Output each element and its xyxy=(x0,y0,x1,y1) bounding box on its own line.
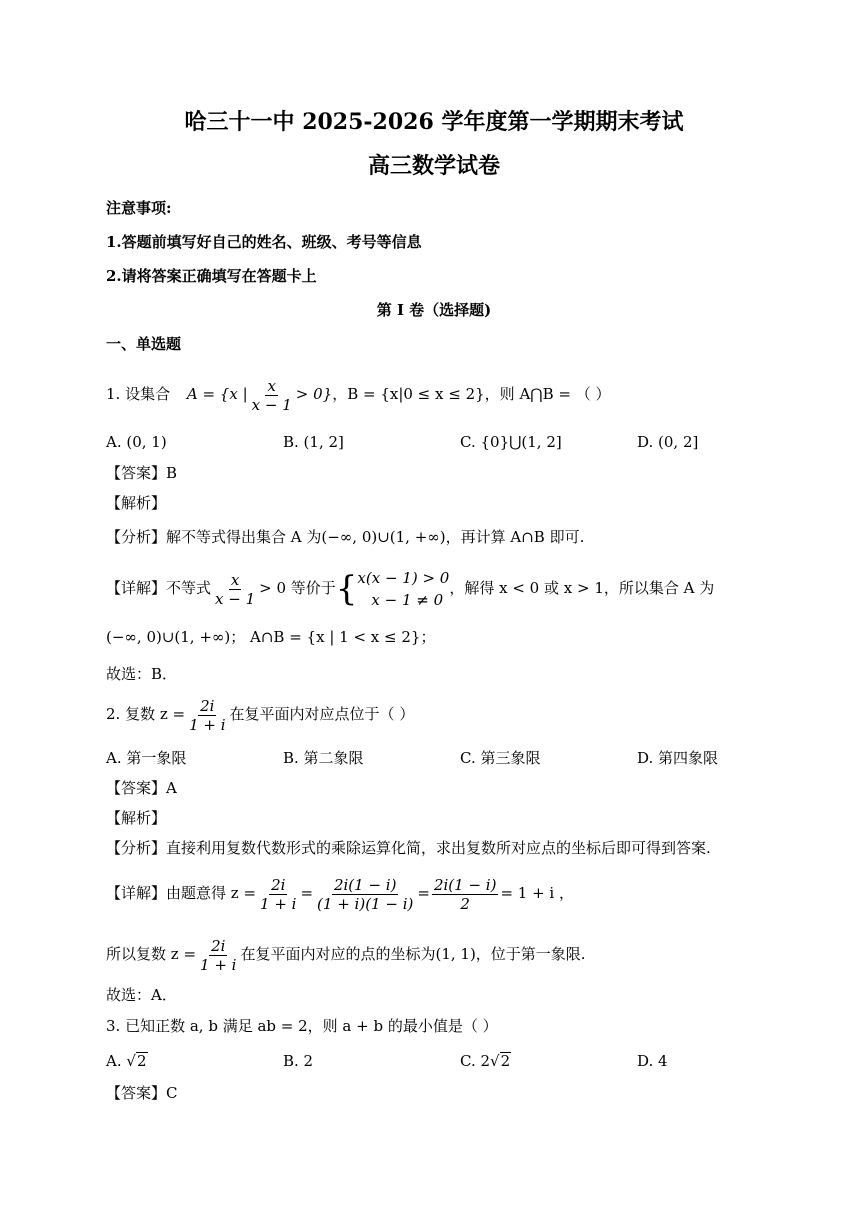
q1-prefix: 1. 设集合 xyxy=(106,385,171,403)
q1-detail-frac-den: x − 1 xyxy=(215,589,256,608)
q1-detail xyxy=(106,566,714,610)
q1-system-line-2: x − 1 ≠ 0 xyxy=(371,591,444,609)
q3-answer: 【答案】C xyxy=(106,1084,178,1102)
q2-line2-frac-den: 1 + i xyxy=(200,955,237,974)
q1-option-d: D. (0, 2] xyxy=(637,433,699,451)
q1-system-line-1: x(x − 1) > 0 xyxy=(357,569,450,587)
q1-suffix: ，则 A⋂B = （ ） xyxy=(484,385,611,403)
q1-choose: 故选：B． xyxy=(106,665,178,683)
q1-analysis: 【分析】解不等式得出集合 A 为(−∞, 0)∪(1, +∞)，再计算 A∩B 即可. xyxy=(106,528,585,546)
q3-option-c-label: C. 2 xyxy=(460,1052,491,1070)
q2-line2-fraction xyxy=(198,937,238,974)
q2-d-frac3-den: 2 xyxy=(460,894,470,913)
exam-title: 哈三十一中 2025-2026 学年度第一学期期末考试 xyxy=(184,109,684,135)
q2-line2-frac-num: 2i xyxy=(211,936,226,955)
q1-fraction xyxy=(250,377,294,414)
q3-option-c xyxy=(460,1051,511,1071)
q1-option-a: A. (0, 1) xyxy=(106,433,167,451)
q2-line2-suffix: 在复平面内对应的点的坐标为(1, 1)，位于第一象限. xyxy=(240,945,586,963)
q3-option-b: B. 2 xyxy=(283,1052,314,1070)
q1-system xyxy=(357,567,449,611)
q2-detail-result: = 1 + i ， xyxy=(500,884,574,902)
q1-detail-mid: > 0 等价于 xyxy=(259,579,336,597)
q1-analysis-label: 【解析】 xyxy=(106,494,167,512)
q3-option-a xyxy=(106,1051,148,1071)
exam-subtitle: 高三数学试卷 xyxy=(367,153,500,179)
q2-detail-line-2 xyxy=(106,932,586,976)
q2-suffix: 在复平面内对应点位于（ ） xyxy=(229,705,415,723)
q3-option-c-radicand: 2 xyxy=(500,1052,511,1070)
q1-option-b: B. (1, 2] xyxy=(283,433,344,451)
notice-item-1: 1.答题前填写好自己的姓名、班级、考号等信息 xyxy=(106,233,422,251)
q2-detail-prefix: 【详解】由题意得 z = xyxy=(106,884,257,902)
q2-fraction xyxy=(187,697,227,734)
sqrt-icon: √ xyxy=(490,1052,500,1070)
q2-stem xyxy=(106,692,414,736)
q1-frac-den: x − 1 xyxy=(251,395,292,414)
q2-option-c: C. 第三象限 xyxy=(460,749,541,767)
q3-option-a-radicand: 2 xyxy=(136,1052,147,1070)
q1-set-b: ，B = {x|0 ≤ x ≤ 2} xyxy=(332,385,485,403)
q1-set-a-left: A = {x | xyxy=(186,385,248,403)
q2-answer: 【答案】A xyxy=(106,779,177,797)
q2-d-frac2-den: (1 + i)(1 − i) xyxy=(317,894,414,913)
q1-option-c: C. {0}⋃(1, 2] xyxy=(460,433,562,451)
q1-answer: 【答案】B xyxy=(106,464,178,482)
q2-option-b: B. 第二象限 xyxy=(283,749,364,767)
q1-stem xyxy=(106,374,610,414)
q1-detail-frac-num: x xyxy=(230,570,240,589)
q2-d-frac1-den: 1 + i xyxy=(260,894,297,913)
q2-option-d: D. 第四象限 xyxy=(637,749,719,767)
q1-detail-fraction xyxy=(213,571,257,608)
q3-stem: 3. 已知正数 a, b 满足 ab = 2，则 a + b 的最小值是（ ） xyxy=(106,1017,498,1035)
q2-detail-fraction-2 xyxy=(315,876,415,913)
q2-d-frac2-num: 2i(1 − i) xyxy=(333,875,397,894)
q2-option-a: A. 第一象限 xyxy=(106,749,187,767)
q2-choose: 故选：A． xyxy=(106,986,177,1004)
q2-detail-fraction-3 xyxy=(432,876,499,913)
q2-frac-den: 1 + i xyxy=(189,715,226,734)
section-title: 一、单选题 xyxy=(106,335,182,353)
q2-line2-prefix: 所以复数 z = xyxy=(106,945,197,963)
q2-detail-fraction-1 xyxy=(258,876,298,913)
q2-d-frac3-num: 2i(1 − i) xyxy=(433,875,497,894)
q2-analysis-label: 【解析】 xyxy=(106,809,167,827)
q2-frac-num: 2i xyxy=(200,696,215,715)
q1-frac-num: x xyxy=(267,376,276,395)
q3-option-d: D. 4 xyxy=(637,1052,668,1070)
q2-d-frac1-num: 2i xyxy=(271,875,286,894)
notice-heading: 注意事项: xyxy=(106,199,172,217)
notice-item-2: 2.请将答案正确填写在答题卡上 xyxy=(106,267,317,285)
q1-system-brace: { xyxy=(335,569,358,609)
q2-prefix: 2. 复数 z = xyxy=(106,705,186,723)
q2-detail: 【详解】由题意得 z = $\frac{2i}{1 + i}$ = $\frac{2i(1 - i)}{(1 + i)(1 - i)}$ = $\frac{2i(1 - i)}{2}$ = 1 + i ， xyxy=(106,875,574,913)
q1-detail-line-2: (−∞, 0)∪(1, +∞)； A∩B = {x | 1 < x ≤ 2}； xyxy=(106,628,436,646)
q1-set-a-right: > 0} xyxy=(295,385,333,403)
q2-analysis: 【分析】直接利用复数代数形式的乘除运算化简，求出复数所对应点的坐标后即可得到答案. xyxy=(106,839,711,857)
q3-option-a-label: A. xyxy=(106,1052,122,1070)
q1-detail-suffix: ，解得 x < 0 或 x > 1，所以集合 A 为 xyxy=(449,579,715,597)
sqrt-icon: √ xyxy=(126,1052,136,1070)
q1-detail-prefix: 【详解】不等式 xyxy=(106,579,212,597)
part-title: 第 I 卷（选择题) xyxy=(376,301,492,319)
